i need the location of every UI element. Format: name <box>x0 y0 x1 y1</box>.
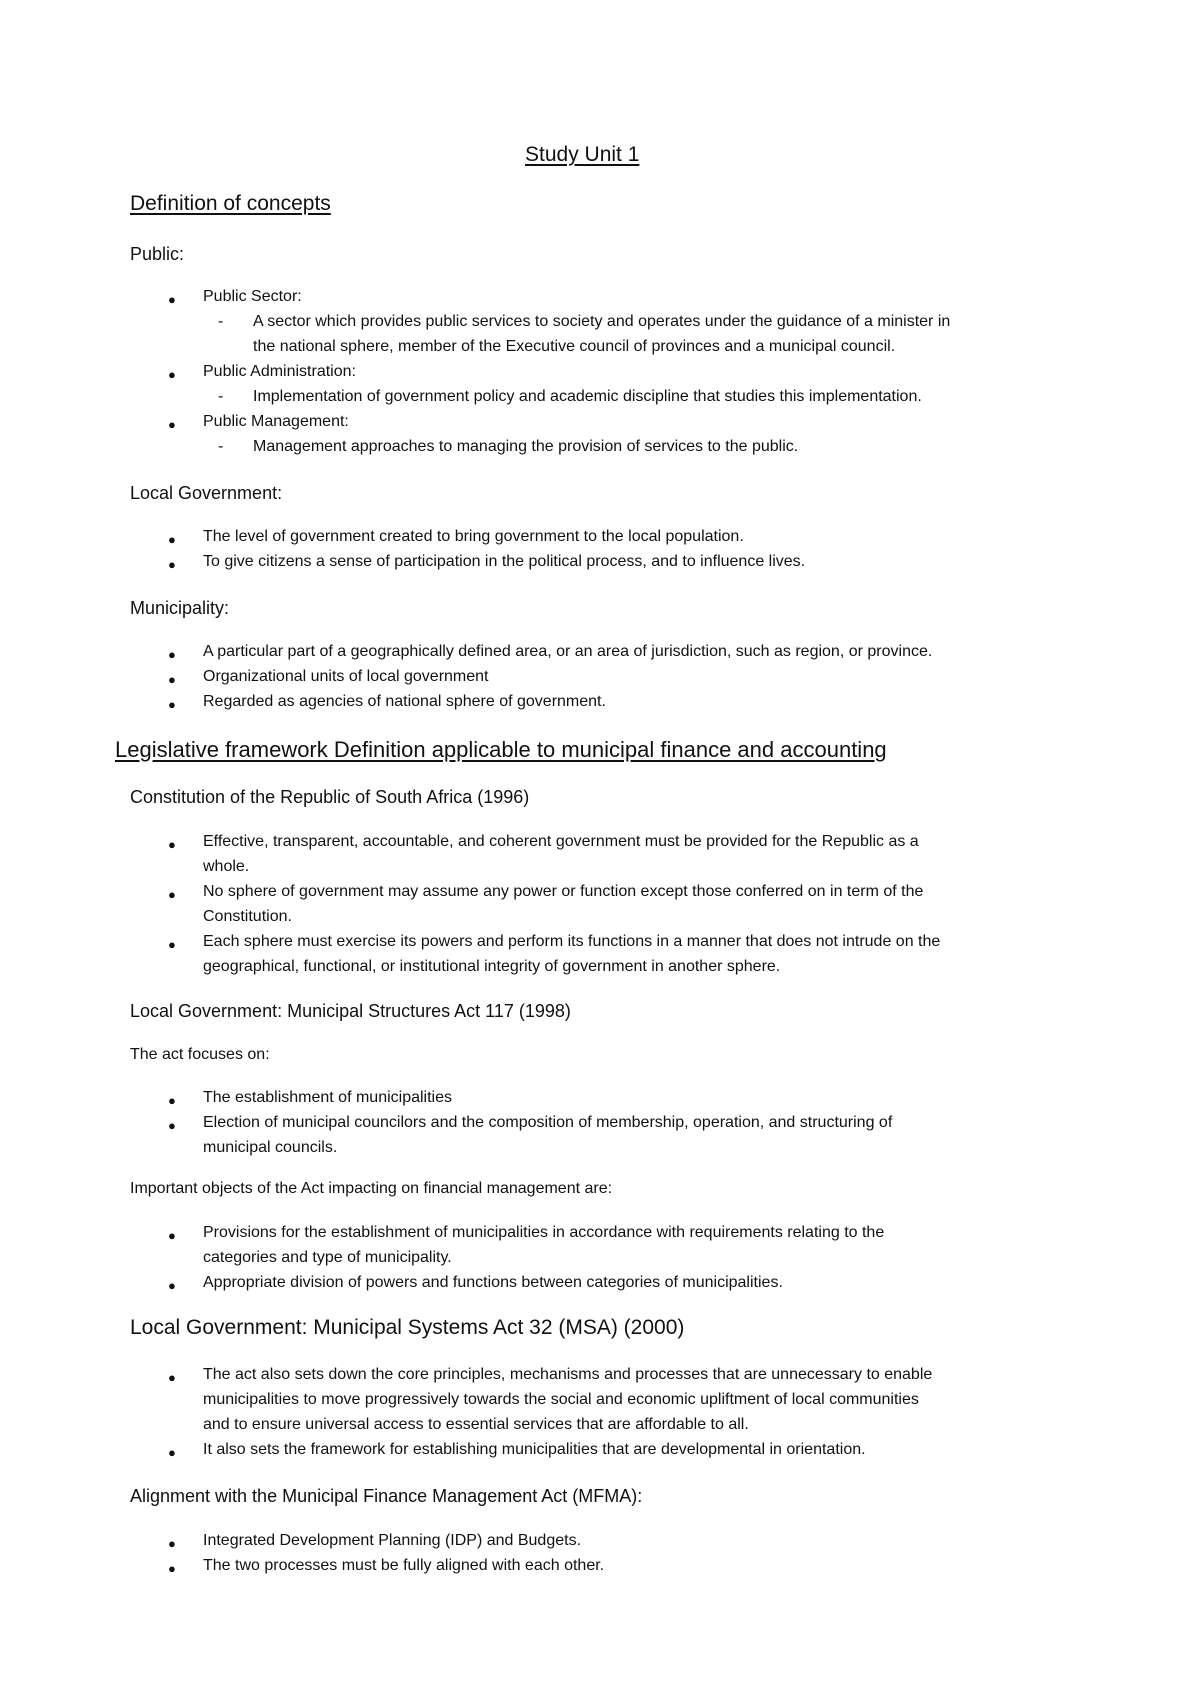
dash-icon: - <box>218 388 224 405</box>
mfma-item-1: Integrated Development Planning (IDP) and Budgets. <box>203 1532 582 1549</box>
bullet-icon: ● <box>168 672 176 687</box>
bullet-icon: ● <box>168 367 176 382</box>
systems-act-heading: Local Government: Municipal Systems Act 32 (MSA) (2000) <box>130 1316 685 1339</box>
constitution-item-1-line-2: whole. <box>203 858 250 875</box>
bullet-icon: ● <box>168 1536 176 1551</box>
bullet-icon: ● <box>168 417 176 432</box>
structures-act-item-2-line-2: municipal councils. <box>203 1139 338 1156</box>
local-government-heading: Local Government: <box>130 483 283 503</box>
bullet-icon: ● <box>168 1228 176 1243</box>
mfma-heading: Alignment with the Municipal Finance Management Act (MFMA): <box>130 1486 643 1506</box>
bullet-icon: ● <box>168 1118 176 1133</box>
constitution-item-3-line-1: Each sphere must exercise its powers and perform its functions in a manner that does not intrude on the <box>203 933 941 950</box>
dash-icon: - <box>218 313 224 330</box>
mfma-item-2: The two processes must be fully aligned with each other. <box>203 1557 605 1574</box>
public-management-line-1: Management approaches to managing the provision of services to the public. <box>253 438 799 455</box>
page-title: Study Unit 1 <box>525 143 640 166</box>
municipality-item-3: Regarded as agencies of national sphere of government. <box>203 693 606 710</box>
bullet-icon: ● <box>168 1445 176 1460</box>
local-government-item-1: The level of government created to bring government to the local population. <box>203 528 744 545</box>
constitution-item-3-line-2: geographical, functional, or institutional integrity of government in another sphere. <box>203 958 781 975</box>
constitution-item-2-line-2: Constitution. <box>203 908 292 925</box>
public-administration-label: Public Administration: <box>203 363 356 380</box>
public-sector-line-1: A sector which provides public services to society and operates under the guidance of a minister in <box>253 313 951 330</box>
constitution-item-1-line-1: Effective, transparent, accountable, and coherent government must be provided for the Republic as a <box>203 833 919 850</box>
bullet-icon: ● <box>168 697 176 712</box>
systems-act-item-2-line-1: It also sets the framework for establishing municipalities that are developmental in orientation. <box>203 1441 866 1458</box>
structures-act-object-1-line-1: Provisions for the establishment of municipalities in accordance with requirements relating to the <box>203 1224 885 1241</box>
public-management-label: Public Management: <box>203 413 349 430</box>
public-sector-label: Public Sector: <box>203 288 302 305</box>
structures-act-intro: The act focuses on: <box>130 1046 270 1063</box>
systems-act-item-1-line-1: The act also sets down the core principles, mechanisms and processes that are unnecessary to enable <box>203 1366 933 1383</box>
local-government-item-2: To give citizens a sense of participation in the political process, and to influence lives. <box>203 553 806 570</box>
municipality-item-2: Organizational units of local government <box>203 668 489 685</box>
bullet-icon: ● <box>168 292 176 307</box>
systems-act-item-1-line-2: municipalities to move progressively towards the social and economic upliftment of local communities <box>203 1391 919 1408</box>
structures-act-object-2-line-1: Appropriate division of powers and functions between categories of municipalities. <box>203 1274 783 1291</box>
bullet-icon: ● <box>168 837 176 852</box>
structures-act-object-1-line-2: categories and type of municipality. <box>203 1249 452 1266</box>
systems-act-item-1-line-3: and to ensure universal access to essential services that are affordable to all. <box>203 1416 749 1433</box>
public-sector-line-2: the national sphere, member of the Executive council of provinces and a municipal council. <box>253 338 896 355</box>
legislative-heading: Legislative framework Definition applicable to municipal finance and accounting <box>115 737 887 762</box>
bullet-icon: ● <box>168 557 176 572</box>
structures-act-item-2-line-1: Election of municipal councilors and the composition of membership, operation, and structuring of <box>203 1114 893 1131</box>
public-heading: Public: <box>130 244 185 264</box>
bullet-icon: ● <box>168 937 176 952</box>
structures-act-item-1-line-1: The establishment of municipalities <box>203 1089 453 1106</box>
bullet-icon: ● <box>168 1561 176 1576</box>
structures-act-objects-intro: Important objects of the Act impacting on financial management are: <box>130 1180 613 1197</box>
public-administration-line-1: Implementation of government policy and academic discipline that studies this implementation. <box>253 388 922 405</box>
definition-heading: Definition of concepts <box>130 192 331 215</box>
bullet-icon: ● <box>168 1093 176 1108</box>
municipality-item-1: A particular part of a geographically defined area, or an area of jurisdiction, such as region, or province. <box>203 643 933 660</box>
constitution-heading: Constitution of the Republic of South Africa (1996) <box>130 787 530 807</box>
constitution-item-2-line-1: No sphere of government may assume any power or function except those conferred on in term of the <box>203 883 924 900</box>
structures-act-heading: Local Government: Municipal Structures Act 117 (1998) <box>130 1001 571 1021</box>
bullet-icon: ● <box>168 647 176 662</box>
dash-icon: - <box>218 438 224 455</box>
bullet-icon: ● <box>168 532 176 547</box>
municipality-heading: Municipality: <box>130 598 230 618</box>
bullet-icon: ● <box>168 1278 176 1293</box>
bullet-icon: ● <box>168 887 176 902</box>
bullet-icon: ● <box>168 1370 176 1385</box>
